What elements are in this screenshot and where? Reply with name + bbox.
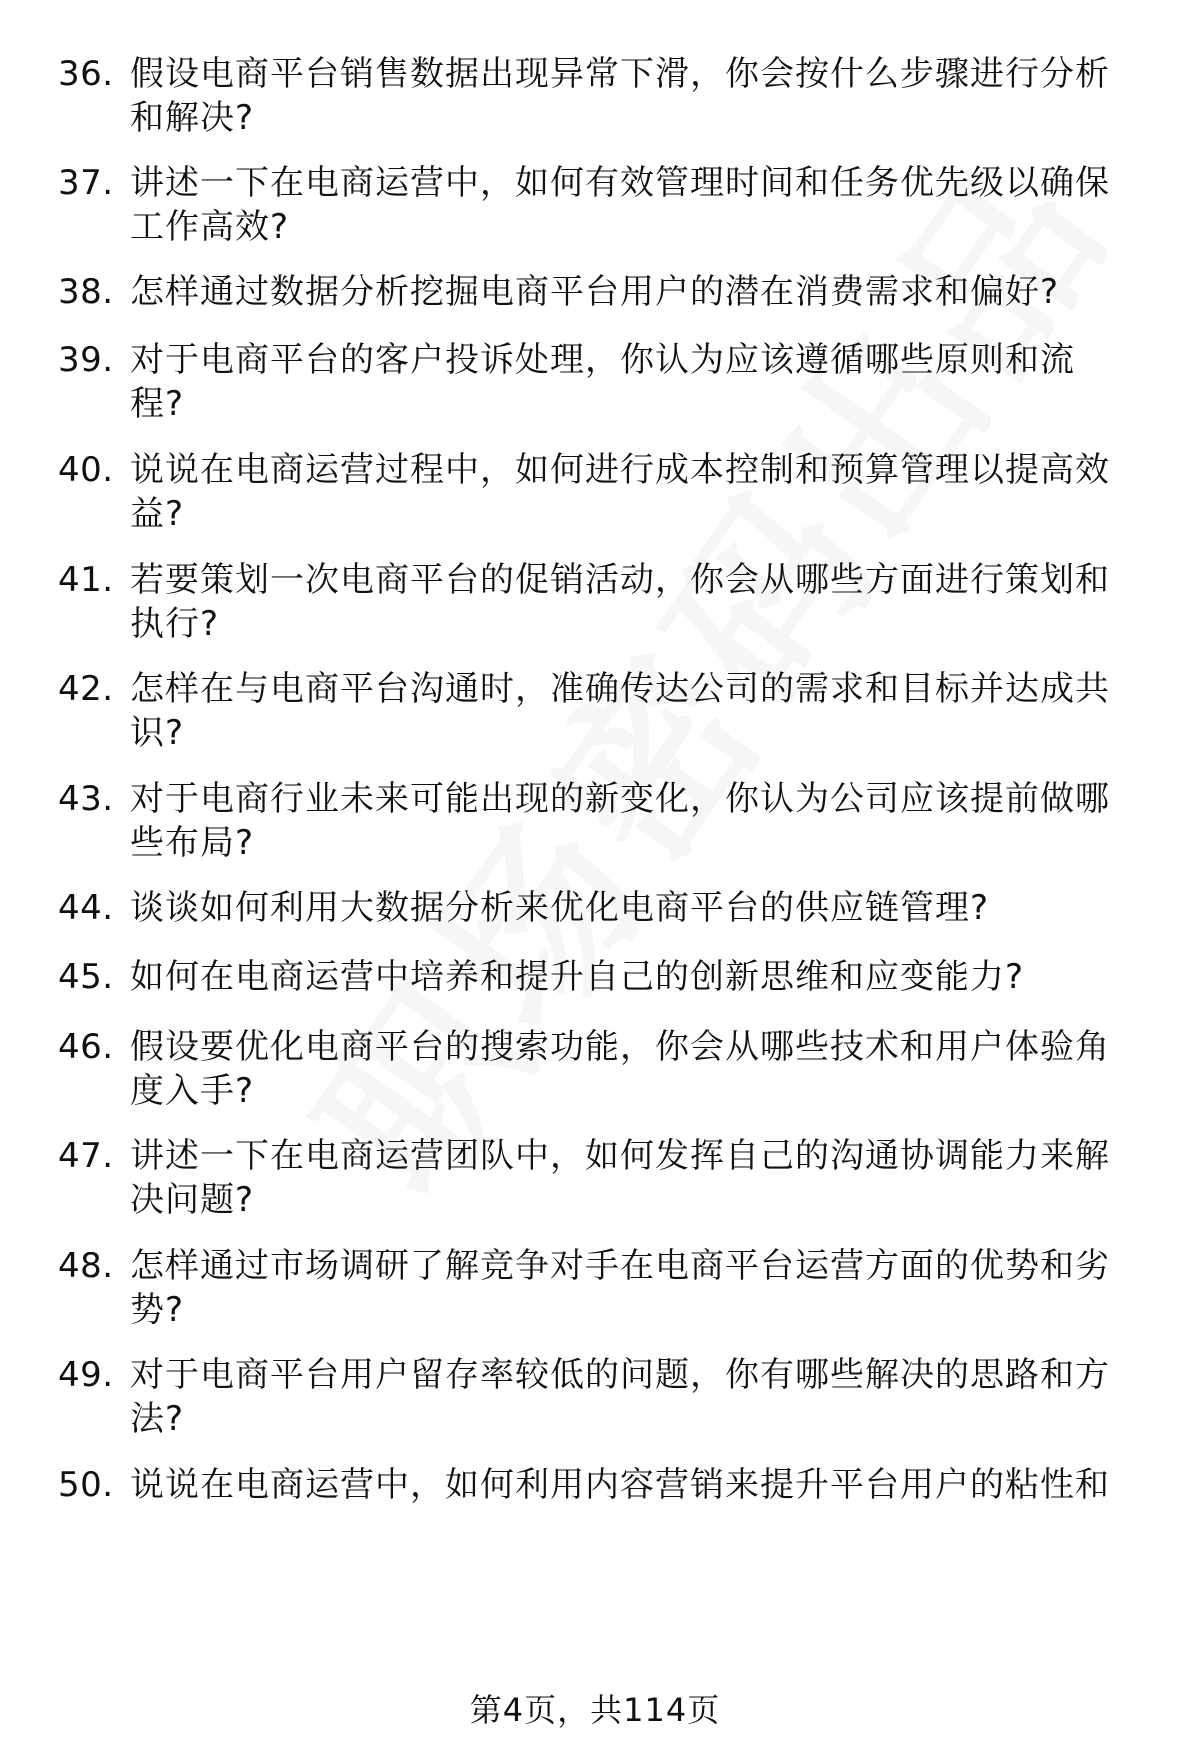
question-text — [130, 1244, 1150, 1332]
question-number: 40. — [58, 450, 114, 490]
question-text — [130, 1463, 1150, 1507]
question-number: 49. — [58, 1355, 114, 1395]
question-line: 如何在电商运营中培养和提升自己的创新思维和应变能力? — [130, 957, 1025, 997]
question-line: 若要策划一次电商平台的促销活动，你会从哪些方面进行策划和 — [130, 560, 1110, 600]
question-line: 些布局? — [130, 823, 255, 863]
page-footer: 第4页，共114页 — [469, 1691, 721, 1729]
question-line: 法? — [130, 1399, 185, 1439]
question-line: 假设要优化电商平台的搜索功能，你会从哪些技术和用户体验角 — [130, 1027, 1110, 1067]
question-text — [130, 270, 1150, 314]
question-line: 讲述一下在电商运营团队中，如何发挥自己的沟通协调能力来解 — [130, 1136, 1110, 1176]
question-line: 说说在电商运营过程中，如何进行成本控制和预算管理以提高效 — [130, 450, 1110, 490]
question-line: 谈谈如何利用大数据分析来优化电商平台的供应链管理? — [130, 888, 990, 928]
question-number: 37. — [58, 163, 114, 203]
question-line: 度入手? — [130, 1071, 255, 1111]
question-number: 48. — [58, 1246, 114, 1286]
question-line: 益? — [130, 494, 185, 534]
question-text — [130, 338, 1150, 426]
question-line: 讲述一下在电商运营中，如何有效管理时间和任务优先级以确保 — [130, 163, 1110, 203]
question-text — [130, 667, 1150, 755]
question-text — [130, 955, 1150, 999]
question-line: 决问题? — [130, 1180, 255, 1220]
question-number: 44. — [58, 888, 114, 928]
question-line: 和解决? — [130, 98, 255, 138]
question-text — [130, 161, 1150, 249]
question-line: 说说在电商运营中，如何利用内容营销来提升平台用户的粘性和 — [130, 1465, 1110, 1505]
question-line: 执行? — [130, 604, 220, 644]
question-number: 42. — [58, 669, 114, 709]
question-text — [130, 1353, 1150, 1441]
question-text — [130, 52, 1150, 140]
question-text — [130, 777, 1150, 865]
question-number: 39. — [58, 340, 114, 380]
question-number: 46. — [58, 1027, 114, 1067]
question-line: 工作高效? — [130, 207, 290, 247]
question-text — [130, 558, 1150, 646]
question-line: 怎样在与电商平台沟通时，准确传达公司的需求和目标并达成共 — [130, 669, 1110, 709]
question-line: 对于电商平台用户留存率较低的问题，你有哪些解决的思路和方 — [130, 1355, 1110, 1395]
question-number: 36. — [58, 54, 114, 94]
question-line: 怎样通过数据分析挖掘电商平台用户的潜在消费需求和偏好? — [130, 272, 1060, 312]
question-number: 38. — [58, 272, 114, 312]
question-line: 对于电商行业未来可能出现的新变化，你认为公司应该提前做哪 — [130, 779, 1110, 819]
question-number: 50. — [58, 1465, 114, 1505]
question-line: 势? — [130, 1290, 185, 1330]
question-text — [130, 1134, 1150, 1222]
question-number: 41. — [58, 560, 114, 600]
question-line: 程? — [130, 384, 185, 424]
question-text — [130, 886, 1150, 930]
question-line: 对于电商平台的客户投诉处理，你认为应该遵循哪些原则和流 — [130, 340, 1075, 380]
question-number: 45. — [58, 957, 114, 997]
question-line: 假设电商平台销售数据出现异常下滑，你会按什么步骤进行分析 — [130, 54, 1110, 94]
question-text — [130, 1025, 1150, 1113]
question-text — [130, 448, 1150, 536]
question-line: 怎样通过市场调研了解竞争对手在电商平台运营方面的优势和劣 — [130, 1246, 1110, 1286]
question-number: 43. — [58, 779, 114, 819]
question-line: 识? — [130, 713, 185, 753]
question-number: 47. — [58, 1136, 114, 1176]
